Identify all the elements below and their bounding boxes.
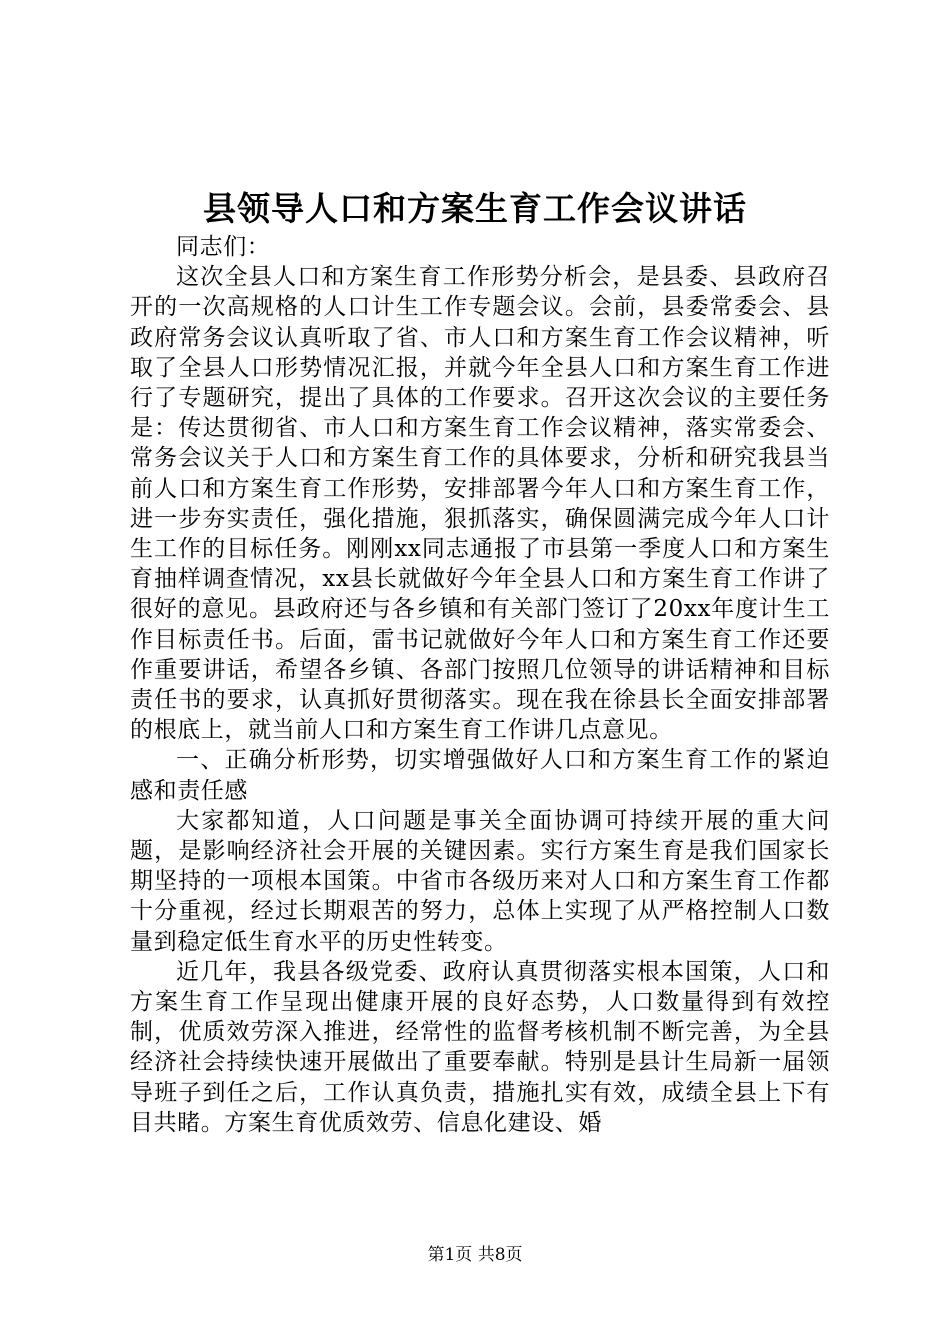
- document-title: 县领导人口和方案生育工作会议讲话: [203, 189, 747, 228]
- document-body: [130, 232, 830, 1138]
- body-paragraph: 近几年，我县各级党委、政府认真贯彻落实根本国策，人口和方案生育工作呈现出健康开展的良好态势，人口数量得到有效控制，优质效劳深入推进，经常性的监督考核机制不断完善，为全县经济社会持续快速开展做出了重要奉献。特别是县计生局新一届领导班子到任之后，工作认真负责，措施扎实有效，成绩全县上下有目共睹。方案生育优质效劳、信息化建设、婚: [130, 958, 830, 1136]
- section-heading: 一、正确分析形势，切实增强做好人口和方案生育工作的紧迫感和责任感: [130, 747, 830, 804]
- salutation-paragraph: 同志们：: [176, 234, 271, 260]
- body-paragraph: 大家都知道，人口问题是事关全面协调可持续开展的重大问题，是影响经济社会开展的关键因素。实行方案生育是我们国家长期坚持的一项根本国策。中省市各级历来对人口和方案生育工作都十分重视，经过长期艰苦的努力，总体上实现了从严格控制人口数量到稳定低生育水平的历史性转变。: [130, 807, 830, 955]
- page-footer: 第1页 共8页: [427, 1245, 523, 1265]
- body-paragraph: 这次全县人口和方案生育工作形势分析会，是县委、县政府召开的一次高规格的人口计生工作专题会议。会前，县委常委会、县政府常务会议认真听取了省、市人口和方案生育工作会议精神，听取了全县人口形势情况汇报，并就今年全县人口和方案生育工作进行了专题研究，提出了具体的工作要求。召开这次会议的主要任务是：传达贯彻省、市人口和方案生育工作会议精神，落实常委会、常务会议关于人口和方案生育工作的具体要求，分析和研究我县当前人口和方案生育工作形势，安排部署今年人口和方案生育工作，进一步夯实责任，强化措施，狠抓落实，确保圆满完成今年人口计生工作的目标任务。刚刚xx同志通报了市县第一季度人口和方案生育抽样调查情况，xx县长就做好今年全县人口和方案生育工作讲了很好的意见。县政府还与各乡镇和有关部门签订了20xx年度计生工作目标责任书。后面，雷书记就做好今年人口和方案生育工作还要作重要讲话，希望各乡镇、各部门按照几位领导的讲话精神和目标责任书的要求，认真抓好贯彻落实。现在我在徐县长全面安排部署的根底上，就当前人口和方案生育工作讲几点意见。: [130, 264, 830, 744]
